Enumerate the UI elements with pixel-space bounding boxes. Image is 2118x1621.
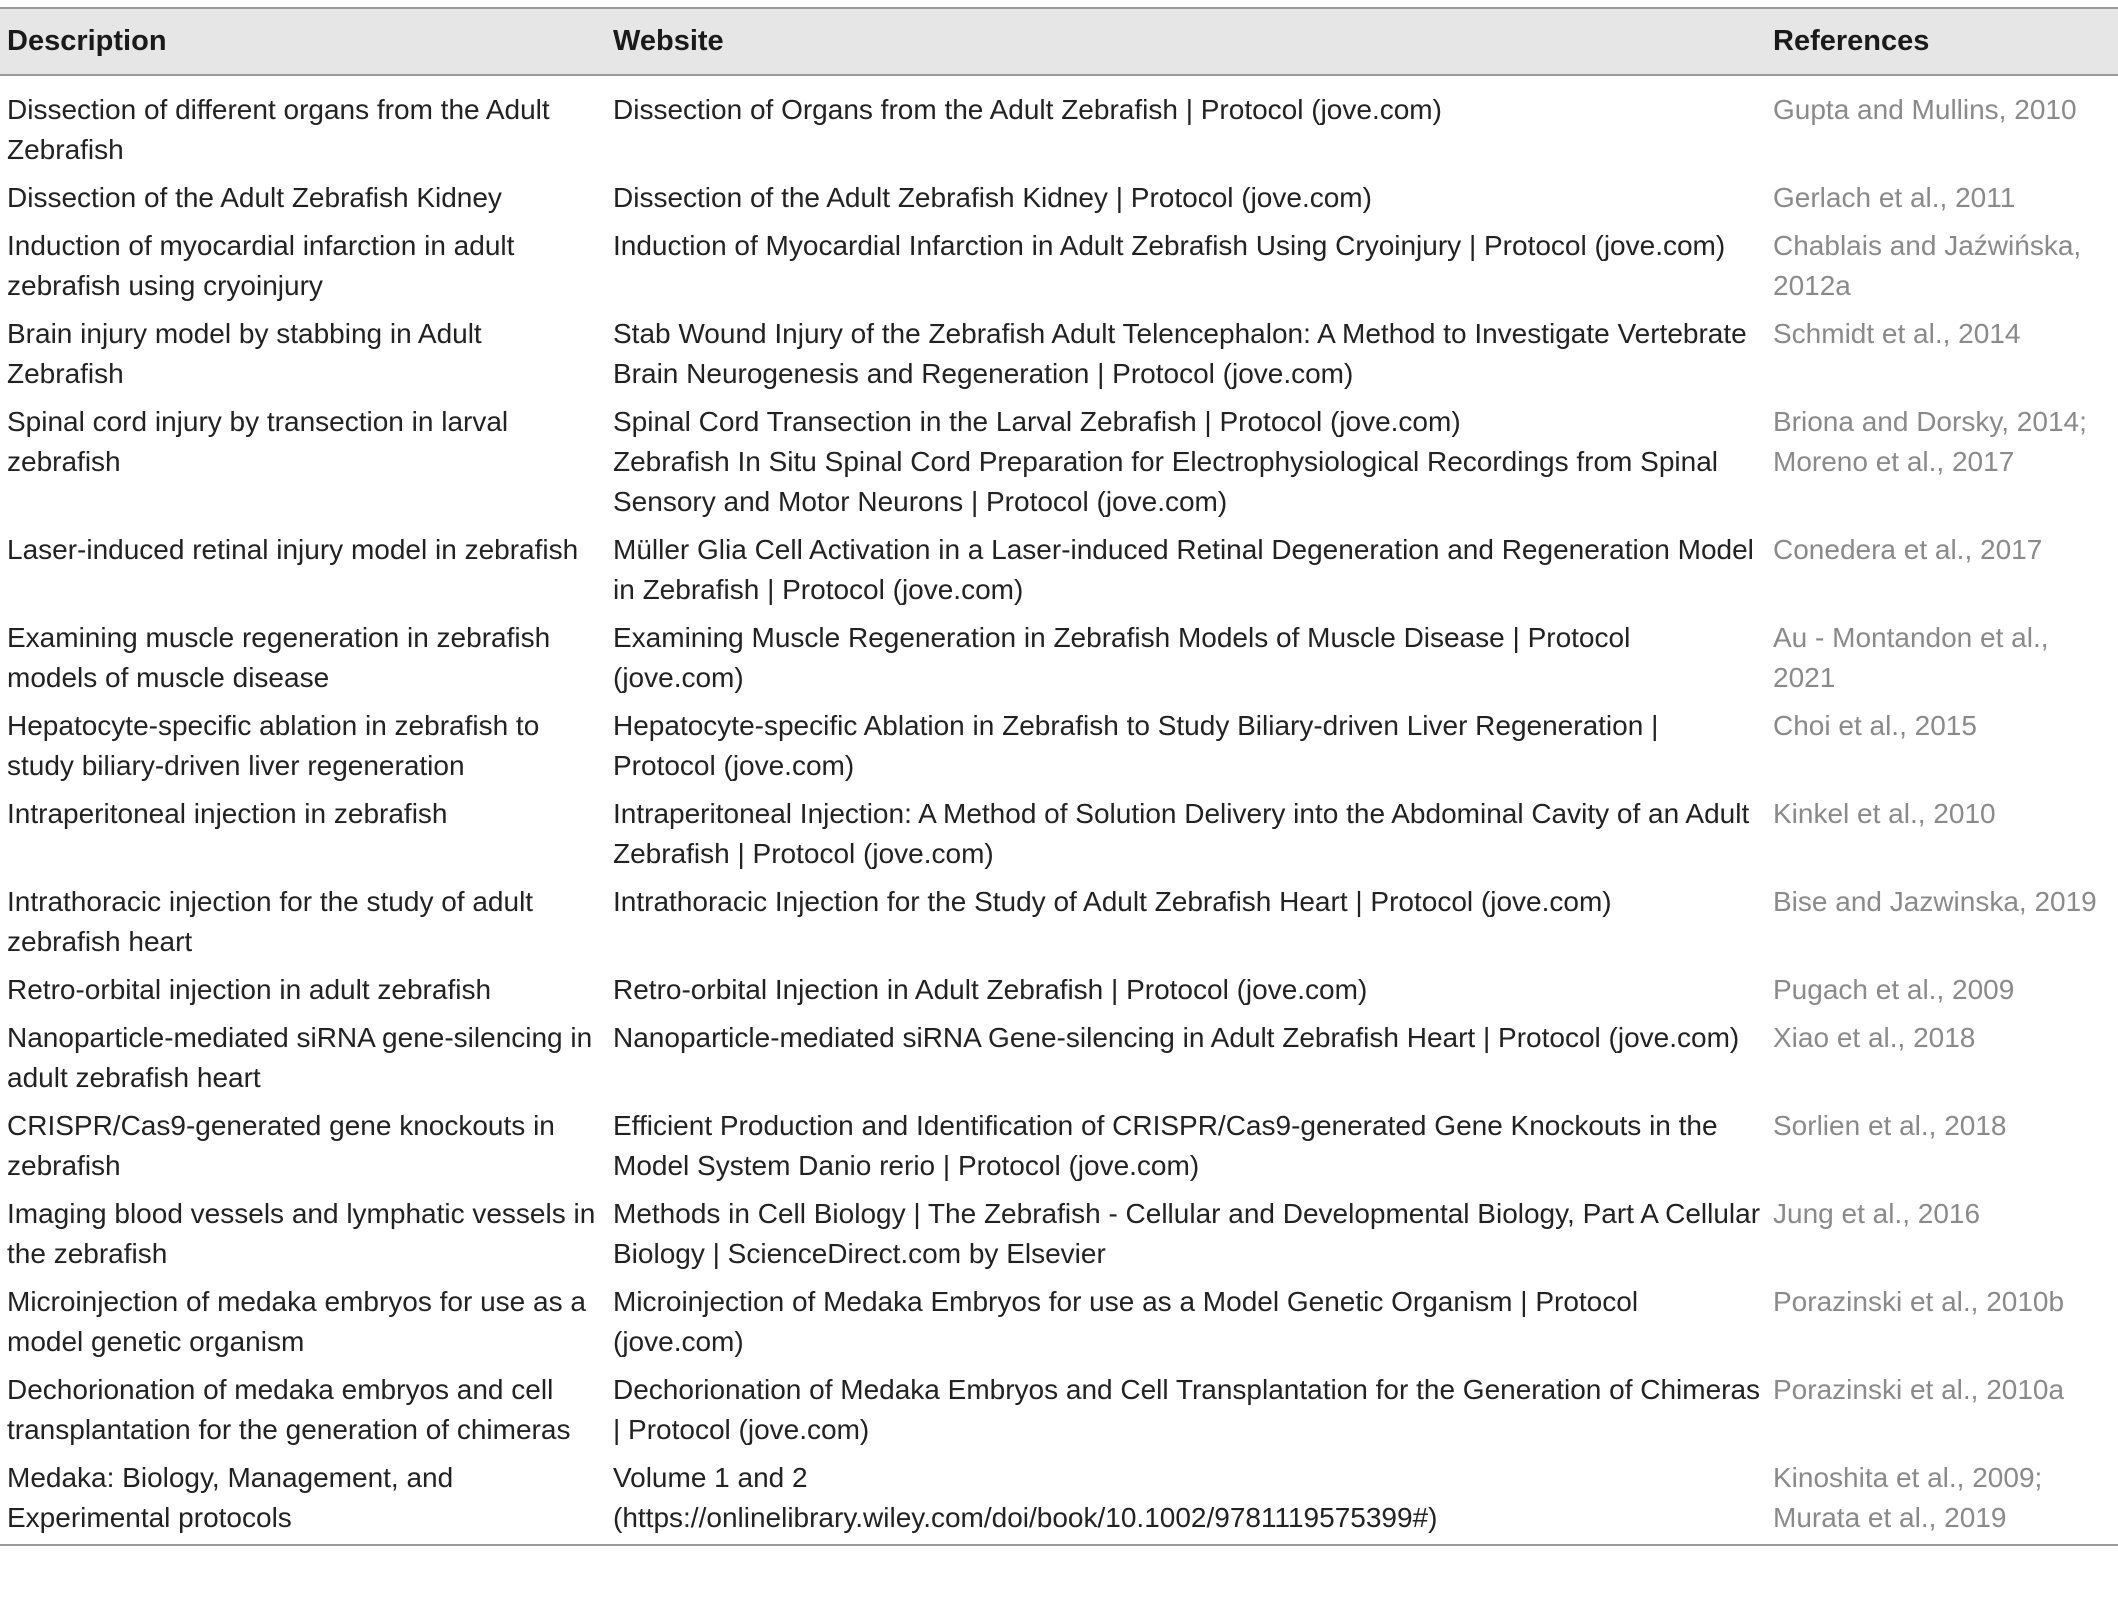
cell-description: Hepatocyte-specific ablation in zebrafish to study biliary-driven liver regeneration bbox=[7, 710, 540, 781]
cell-references bbox=[1766, 1278, 2118, 1366]
table-header-row bbox=[0, 8, 2118, 75]
cell-references bbox=[1766, 1366, 2118, 1454]
reference-citation: Gupta and Mullins, 2010 bbox=[1773, 94, 2077, 125]
cell-description: CRISPR/Cas9-generated gene knockouts in zebrafish bbox=[7, 1110, 555, 1181]
website-link-text: Dechorionation of Medaka Embryos and Cell Transplantation for the Generation of Chimeras | Protocol (jove.com) bbox=[613, 1374, 1761, 1445]
reference-citation: Moreno et al., 2017 bbox=[1773, 446, 2015, 477]
cell-references bbox=[1766, 878, 2118, 966]
table-row bbox=[0, 222, 2118, 310]
table-row bbox=[0, 174, 2118, 222]
cell-website bbox=[606, 526, 1766, 614]
cell-website bbox=[606, 1102, 1766, 1190]
cell-website bbox=[606, 75, 1766, 174]
table-row bbox=[0, 310, 2118, 398]
cell-description: Intraperitoneal injection in zebrafish bbox=[7, 798, 448, 829]
table-row bbox=[0, 878, 2118, 966]
website-link-text: Intrathoracic Injection for the Study of Adult Zebrafish Heart | Protocol (jove.com) bbox=[613, 886, 1612, 917]
website-link-text: Dissection of Organs from the Adult Zebrafish | Protocol (jove.com) bbox=[613, 94, 1442, 125]
cell-references bbox=[1766, 702, 2118, 790]
reference-citation: Sorlien et al., 2018 bbox=[1773, 1110, 2007, 1141]
cell-description: Microinjection of medaka embryos for use as a model genetic organism bbox=[7, 1286, 586, 1357]
cell-references bbox=[1766, 222, 2118, 310]
reference-citation: Porazinski et al., 2010b bbox=[1773, 1286, 2065, 1317]
table-row bbox=[0, 1366, 2118, 1454]
cell-description: Spinal cord injury by transection in larval zebrafish bbox=[7, 406, 509, 477]
website-link-text: Intraperitoneal Injection: A Method of Solution Delivery into the Abdominal Cavity of an Adult Zebrafish | Protocol (jove.com) bbox=[613, 798, 1750, 869]
cell-description: Laser-induced retinal injury model in zebrafish bbox=[7, 534, 579, 565]
table-row bbox=[0, 702, 2118, 790]
header-website: Website bbox=[606, 8, 1766, 75]
header-description: Description bbox=[0, 8, 606, 75]
reference-citation: Murata et al., 2019 bbox=[1773, 1502, 2007, 1533]
website-link-text: Hepatocyte-specific Ablation in Zebrafish to Study Biliary-driven Liver Regeneration | Protocol (jove.com) bbox=[613, 710, 1659, 781]
cell-references bbox=[1766, 1190, 2118, 1278]
cell-website bbox=[606, 966, 1766, 1014]
cell-references bbox=[1766, 75, 2118, 174]
cell-description: Brain injury model by stabbing in Adult Zebrafish bbox=[7, 318, 482, 389]
website-link-text: Efficient Production and Identification of CRISPR/Cas9-generated Gene Knockouts in the Model System Danio rerio | Protocol (jove.com) bbox=[613, 1110, 1718, 1181]
website-link-text: Dissection of the Adult Zebrafish Kidney | Protocol (jove.com) bbox=[613, 182, 1372, 213]
website-link-text: Induction of Myocardial Infarction in Adult Zebrafish Using Cryoinjury | Protocol (jove.com) bbox=[613, 230, 1726, 261]
cell-website bbox=[606, 398, 1766, 526]
cell-references bbox=[1766, 526, 2118, 614]
website-link-text: Retro-orbital Injection in Adult Zebrafish | Protocol (jove.com) bbox=[613, 974, 1368, 1005]
cell-website bbox=[606, 1278, 1766, 1366]
cell-website bbox=[606, 1014, 1766, 1102]
reference-citation: Jung et al., 2016 bbox=[1773, 1198, 1981, 1229]
reference-citation: Conedera et al., 2017 bbox=[1773, 534, 2043, 565]
cell-description: Medaka: Biology, Management, and Experimental protocols bbox=[0, 1454, 606, 1545]
reference-citation: Kinoshita et al., 2009; bbox=[1773, 1462, 2043, 1493]
cell-references bbox=[1766, 790, 2118, 878]
cell-website bbox=[606, 174, 1766, 222]
cell-description: Dechorionation of medaka embryos and cell transplantation for the generation of chimeras bbox=[7, 1374, 571, 1445]
cell-website bbox=[606, 878, 1766, 966]
protocol-table-container bbox=[0, 7, 2118, 1546]
reference-citation: Gerlach et al., 2011 bbox=[1773, 182, 2016, 213]
cell-description: Dissection of the Adult Zebrafish Kidney bbox=[7, 182, 502, 213]
website-link-text: Zebrafish In Situ Spinal Cord Preparation for Electrophysiological Recordings from Spinal Sensory and Motor Neurons | Protocol (jove.com) bbox=[613, 446, 1718, 517]
protocol-table bbox=[0, 7, 2118, 1546]
cell-references bbox=[1766, 310, 2118, 398]
cell-website bbox=[606, 222, 1766, 310]
reference-citation: Xiao et al., 2018 bbox=[1773, 1022, 1976, 1053]
cell-references bbox=[1766, 614, 2118, 702]
reference-citation: Briona and Dorsky, 2014; bbox=[1773, 406, 2087, 437]
reference-citation: Au - Montandon et al., 2021 bbox=[1773, 622, 2049, 693]
table-row bbox=[0, 1454, 2118, 1545]
reference-citation: Schmidt et al., 2014 bbox=[1773, 318, 2021, 349]
table-row bbox=[0, 1102, 2118, 1190]
website-link-text: Volume 1 and 2 bbox=[613, 1462, 808, 1493]
cell-description: Dissection of different organs from the Adult Zebrafish bbox=[7, 94, 550, 165]
table-row bbox=[0, 526, 2118, 614]
table-row bbox=[0, 75, 2118, 174]
cell-description: Induction of myocardial infarction in adult zebrafish using cryoinjury bbox=[7, 230, 515, 301]
table-row bbox=[0, 790, 2118, 878]
cell-references bbox=[1766, 1014, 2118, 1102]
table-row bbox=[0, 966, 2118, 1014]
reference-citation: Chablais and Jaźwińska, 2012a bbox=[1773, 230, 2082, 301]
table-row bbox=[0, 1278, 2118, 1366]
cell-description: Nanoparticle-mediated siRNA gene-silencing in adult zebrafish heart bbox=[7, 1022, 593, 1093]
reference-citation: Porazinski et al., 2010a bbox=[1773, 1374, 2065, 1405]
cell-description: Examining muscle regeneration in zebrafish models of muscle disease bbox=[7, 622, 551, 693]
website-link-text: Methods in Cell Biology | The Zebrafish - Cellular and Developmental Biology, Part A Cellular Biology | ScienceDirect.com by Elsevier bbox=[613, 1198, 1761, 1269]
table-row bbox=[0, 398, 2118, 526]
table-row bbox=[0, 1014, 2118, 1102]
website-link-text: Spinal Cord Transection in the Larval Zebrafish | Protocol (jove.com) bbox=[613, 406, 1461, 437]
reference-citation: Pugach et al., 2009 bbox=[1773, 974, 2015, 1005]
website-link-text: (https://onlinelibrary.wiley.com/doi/book/10.1002/9781119575399#) bbox=[613, 1502, 1438, 1533]
cell-website bbox=[606, 790, 1766, 878]
table-body bbox=[0, 75, 2118, 1545]
cell-references bbox=[1766, 398, 2118, 526]
website-link-text: Examining Muscle Regeneration in Zebrafish Models of Muscle Disease | Protocol (jove.com) bbox=[613, 622, 1631, 693]
cell-description: Intrathoracic injection for the study of adult zebrafish heart bbox=[7, 886, 534, 957]
website-link-text: Nanoparticle-mediated siRNA Gene-silencing in Adult Zebrafish Heart | Protocol (jove.com) bbox=[613, 1022, 1740, 1053]
cell-website bbox=[606, 1454, 1766, 1545]
cell-references bbox=[1766, 1454, 2118, 1545]
reference-citation: Bise and Jazwinska, 2019 bbox=[1773, 886, 2097, 917]
cell-references bbox=[1766, 174, 2118, 222]
reference-citation: Choi et al., 2015 bbox=[1773, 710, 1977, 741]
cell-website bbox=[606, 614, 1766, 702]
website-link-text: Microinjection of Medaka Embryos for use as a Model Genetic Organism | Protocol (jove.com) bbox=[613, 1286, 1639, 1357]
table-row bbox=[0, 1190, 2118, 1278]
cell-website bbox=[606, 310, 1766, 398]
cell-website bbox=[606, 1190, 1766, 1278]
cell-references bbox=[1766, 966, 2118, 1014]
cell-description: Imaging blood vessels and lymphatic vessels in the zebrafish bbox=[7, 1198, 596, 1269]
cell-website bbox=[606, 702, 1766, 790]
cell-description: Retro-orbital injection in adult zebrafish bbox=[7, 974, 492, 1005]
website-link-text: Müller Glia Cell Activation in a Laser-induced Retinal Degeneration and Regeneration Model in Zebrafish | Protocol (jove.com) bbox=[613, 534, 1754, 605]
website-link-text: Stab Wound Injury of the Zebrafish Adult Telencephalon: A Method to Investigate Vertebrate Brain Neurogenesis and Regeneration | Protocol (jove.com) bbox=[613, 318, 1747, 389]
reference-citation: Kinkel et al., 2010 bbox=[1773, 798, 1996, 829]
cell-website bbox=[606, 1366, 1766, 1454]
table-row bbox=[0, 614, 2118, 702]
header-references: References bbox=[1766, 8, 2118, 75]
cell-references bbox=[1766, 1102, 2118, 1190]
